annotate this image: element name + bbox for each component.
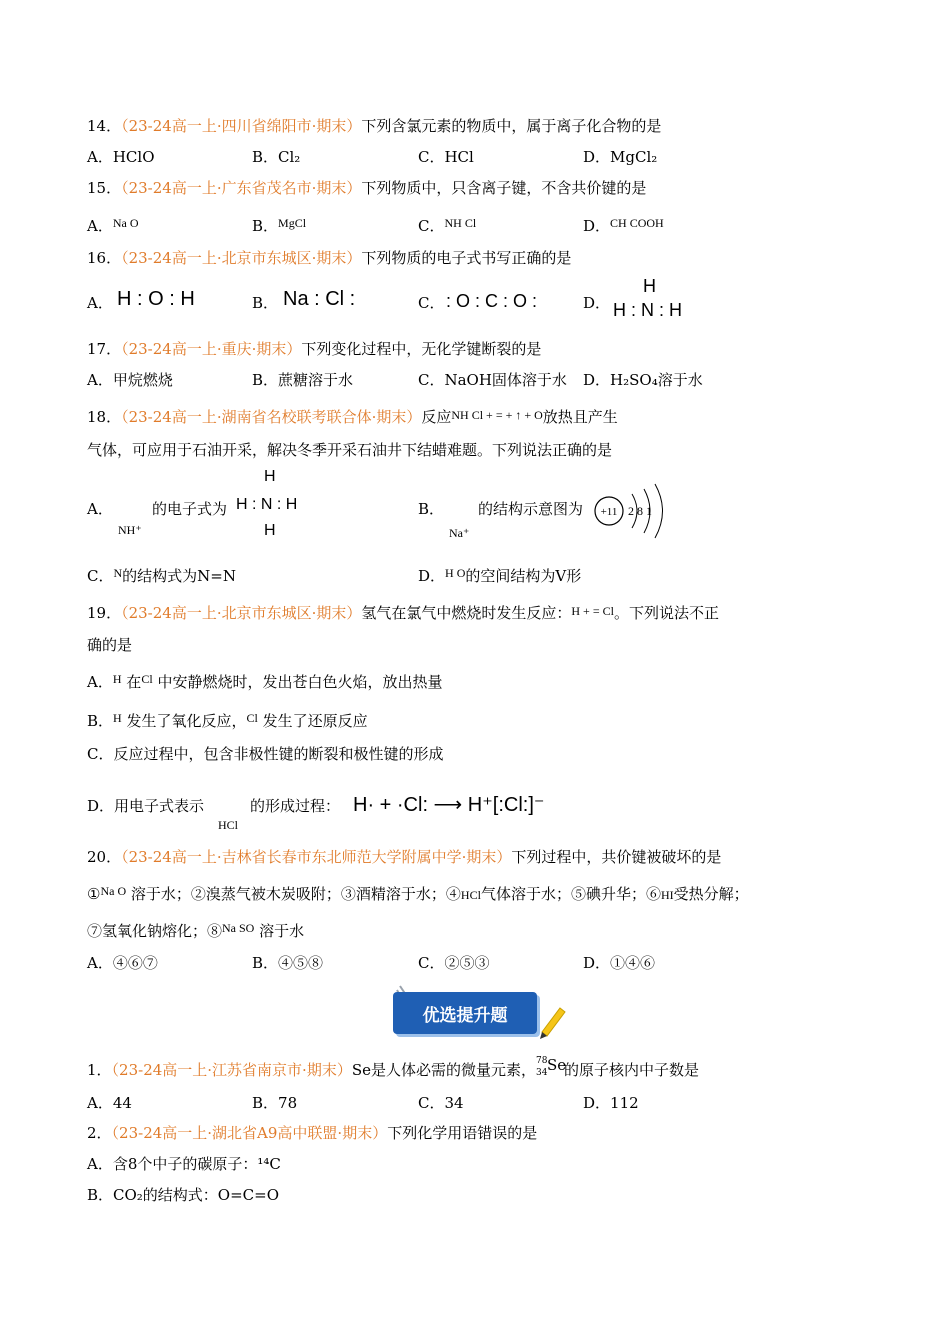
q19-line2: 确的是: [87, 636, 133, 654]
q20-line3: ⑦氢氧化钠熔化；⑧$^{Na SO}$ 溶于水: [87, 921, 305, 940]
q18-stem-prefix: 反应: [421, 408, 452, 426]
q16-stem: 下列物质的电子式书写正确的是: [361, 249, 572, 267]
q17-option-b: B．蔗糖溶于水: [252, 371, 354, 389]
p2-number: 2．: [87, 1124, 112, 1142]
p1-source: （23-24高一上·江苏省南京市·期末）: [111, 1061, 352, 1079]
q19-option-b: B．$^H$ 发生了氧化反应，$^{Cl}$ 发生了还原反应: [87, 711, 368, 730]
q18-reaction: NH Cl + = + ↑ + O: [451, 408, 543, 422]
q20-option-a: A．④⑥⑦: [87, 954, 158, 972]
q18-b-species: Na⁺: [449, 526, 470, 540]
q17-stem: 下列变化过程中，无化学键断裂的是: [301, 340, 542, 358]
q16-c-electron-formula: : O : C : O :: [446, 291, 538, 311]
q17-option-a: A．甲烷燃烧: [87, 371, 173, 389]
q15-option-b: B．$^{MgCl}$: [252, 216, 307, 235]
q14-stem-line: [87, 116, 661, 136]
q15-option-a: A．$^{Na O}$: [87, 216, 139, 235]
q20-line2: ①$^{Na O}$ 溶于水；②溴蒸气被木炭吸附；③酒精溶于水；④HCl气体溶于水；⑤碘升华；⑥HI受热分解；: [87, 884, 749, 903]
p1-option-c: C．34: [418, 1094, 464, 1112]
q18-source: （23-24高一上·湖南省名校联考联合体·期末）: [121, 408, 422, 426]
q20-number: 20．: [87, 848, 122, 866]
q15-stem-line: [87, 178, 646, 198]
q18-a-top-h: H: [264, 468, 276, 485]
shell-electrons: 2 8 1: [628, 504, 652, 518]
q15-option-d: D．$^{CH COOH}$: [583, 216, 664, 235]
q16-b-electron-formula: Na : Cl :: [283, 288, 356, 310]
q16-option-d-label: D．: [583, 294, 611, 312]
shell-3: [655, 484, 663, 538]
q17-option-c: C．NaOH固体溶于水: [418, 371, 567, 389]
p2-option-b: B．CO₂的结构式：O=C=O: [87, 1186, 280, 1204]
q19-option-c: C．反应过程中，包含非极性键的断裂和极性键的形成: [87, 745, 444, 763]
q18-option-b-label: B．: [418, 500, 445, 518]
q17-source: （23-24高一上·重庆·期末）: [121, 340, 302, 358]
q19-option-a: A．$^H$ 在$^{Cl}$ 中安静燃烧时，发出苍白色火焰，放出热量: [87, 672, 443, 691]
p2-source: （23-24高一上·湖北省A9高中联盟·期末）: [111, 1124, 388, 1142]
q20-option-d: D．①④⑥: [583, 954, 656, 972]
q14-source: （23-24高一上·四川省绵阳市·期末）: [121, 117, 362, 135]
q19-stem-line: [87, 601, 719, 623]
q18-number: 18．: [87, 408, 122, 426]
p1-mass-number: 78: [535, 1056, 548, 1066]
q19-d-text: 的形成过程：: [250, 797, 341, 815]
q16-stem-line: [87, 248, 571, 268]
section-banner: 优选提升题: [393, 992, 537, 1034]
q18-option-a-label: A．: [87, 500, 113, 518]
q18-option-c: C．$^N$的结构式为N=N: [87, 566, 236, 585]
q18-line2: 气体，可应用于石油开采，解决冬季开采石油井下结蜡难题。下列说法正确的是: [87, 441, 613, 459]
q16-option-a-label: A．: [87, 294, 113, 312]
p1-option-b: B．78: [252, 1094, 298, 1112]
p1-symbol: Se: [546, 1056, 567, 1074]
q17-option-d: D．H₂SO₄溶于水: [583, 371, 703, 389]
q20-source: （23-24高一上·吉林省长春市东北师范大学附属中学·期末）: [121, 848, 512, 866]
q14-number: 14．: [87, 117, 122, 135]
q18-a-species: NH⁺: [118, 523, 142, 537]
q15-source: （23-24高一上·广东省茂名市·期末）: [121, 179, 362, 197]
q15-stem: 下列物质中，只含离子键，不含共价键的是: [361, 179, 647, 197]
q18-a-text: 的电子式为: [152, 500, 228, 518]
q19-number: 19．: [87, 604, 122, 622]
q20-stem-line: [87, 847, 721, 867]
q18-na-structure-diagram: [592, 482, 672, 542]
q16-a-electron-formula: H : O : H: [117, 288, 195, 310]
q18-option-d: D．$^{H O}$的空间结构为V形: [418, 566, 582, 585]
q16-source: （23-24高一上·北京市东城区·期末）: [121, 249, 362, 267]
q16-option-b-label: B．: [252, 294, 279, 312]
p2-stem: 下列化学用语错误的是: [387, 1124, 538, 1142]
q19-reaction: H + = Cl: [571, 604, 614, 618]
q18-b-text: 的结构示意图为: [478, 500, 584, 518]
q20-option-c: C．②⑤③: [418, 954, 490, 972]
pencil-icon: [538, 1006, 566, 1040]
q19-d-formation-equation: H· + ·Cl: ⟶ H⁺[:Cl:]⁻: [353, 794, 545, 816]
p1-option-a: A．44: [87, 1094, 132, 1112]
q19-stem: 氢气在氯气中燃烧时发生反应：: [361, 604, 572, 622]
p1-stem-prefix: Se是人体必需的微量元素，: [351, 1061, 536, 1079]
q17-number: 17．: [87, 340, 122, 358]
p1-nuclide: [535, 1056, 567, 1078]
nucleus-charge: +11: [600, 506, 618, 518]
q18-a-electron-formula: H : N : H: [236, 496, 298, 513]
p2-stem-line: [87, 1123, 537, 1143]
q17-stem-line: [87, 339, 541, 359]
q19-source: （23-24高一上·北京市东城区·期末）: [121, 604, 362, 622]
q14-option-a: A．HClO: [87, 148, 155, 166]
p1-stem-suffix: 的原子核内中子数是: [563, 1061, 699, 1079]
q18-a-bottom-h: H: [264, 522, 276, 539]
q19-d-species: HCl: [218, 818, 239, 832]
q16-number: 16．: [87, 249, 122, 267]
q18-stem-suffix: 放热且产生: [542, 408, 618, 426]
p1-stem-line: [87, 1057, 699, 1080]
q14-option-c: C．HCl: [418, 148, 474, 166]
q16-d-top-h: H: [643, 276, 656, 296]
q20-option-b: B．④⑤⑧: [252, 954, 324, 972]
q19-option-d-text: D．用电子式表示: [87, 797, 205, 815]
q20-stem: 下列过程中，共价键被破坏的是: [511, 848, 722, 866]
q14-stem: 下列含氯元素的物质中，属于离子化合物的是: [361, 117, 662, 135]
p1-atomic-number: 34: [535, 1068, 548, 1078]
p1-option-d: D．112: [583, 1094, 639, 1112]
q16-option-c-label: C．: [418, 294, 445, 312]
q19-stem-suffix: 。下列说法不正: [613, 604, 719, 622]
q18-stem-line: [87, 405, 618, 427]
q14-option-b: B．Cl₂: [252, 148, 301, 166]
p2-option-a: A．含8个中子的碳原子：¹⁴C: [87, 1155, 281, 1173]
q15-number: 15．: [87, 179, 122, 197]
p1-number: 1．: [87, 1061, 112, 1079]
q15-option-c: C．$^{NH Cl}$: [418, 216, 477, 235]
q14-option-d: D．MgCl₂: [583, 148, 658, 166]
q16-d-electron-formula: H : N : H: [613, 300, 683, 320]
